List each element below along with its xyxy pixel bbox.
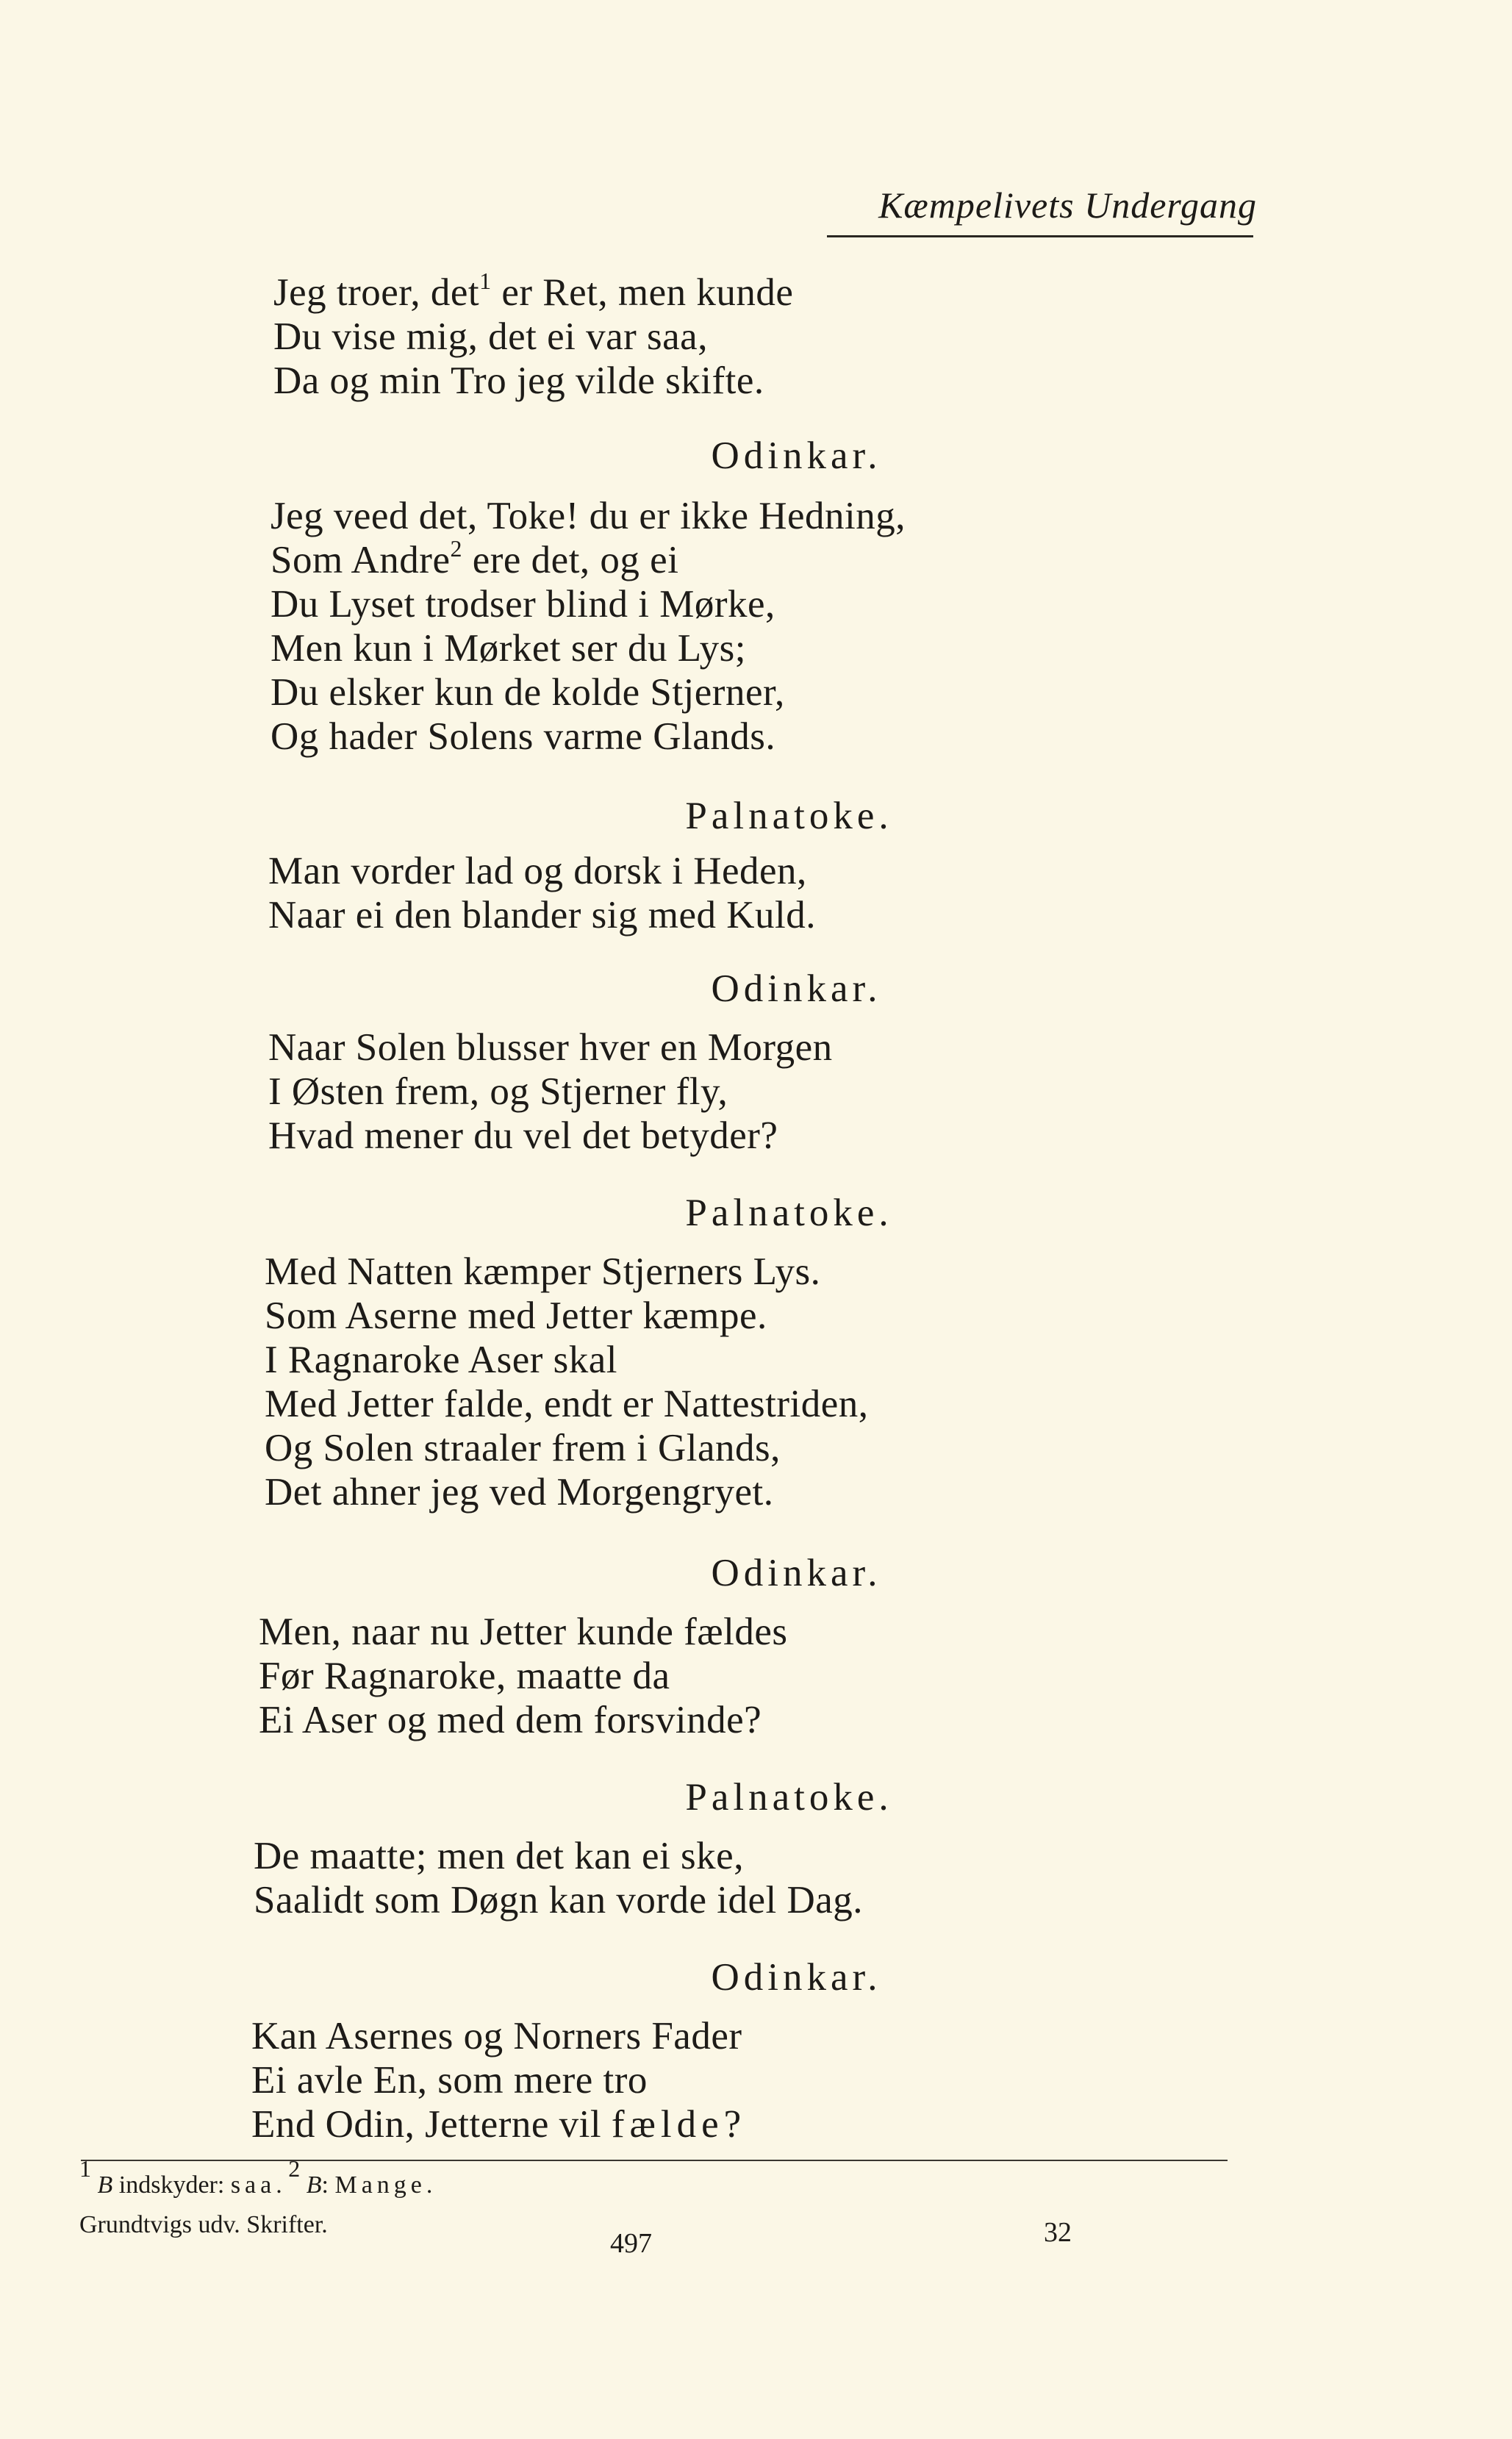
line-text: Odinkar. <box>711 967 882 1010</box>
verse-line <box>265 1382 869 1426</box>
footnote-source-2: B <box>306 2171 322 2199</box>
verse-line <box>268 849 807 893</box>
verse-line <box>270 582 775 626</box>
verse-line <box>259 1654 670 1698</box>
line-text: I Ragnaroke Aser skal <box>265 1339 617 1381</box>
speaker-name <box>33 1191 1512 1235</box>
verse-line <box>270 535 679 582</box>
verse-line <box>254 1878 863 1922</box>
verse-line <box>268 1114 778 1158</box>
line-text: Jeg troer, det <box>273 271 480 314</box>
line-text: Da og min Tro jeg vilde skifte. <box>273 359 764 402</box>
line-text: Du vise mig, det ei var saa, <box>273 315 708 358</box>
verse-line <box>251 2102 742 2146</box>
verse-line <box>259 1698 762 1742</box>
line-text: Men kun i Mørket ser du Lys; <box>270 627 746 670</box>
footnote-word-2: Mange <box>334 2171 426 2199</box>
line-text: Med Jetter falde, endt er Nattestriden, <box>265 1383 869 1425</box>
line-text: Kan Asernes og Norners Fader <box>251 2015 742 2057</box>
line-text: Med Natten kæmper Stjerners Lys. <box>265 1250 821 1293</box>
verse-line <box>268 1070 728 1114</box>
line-text: Og hader Solens varme Glands. <box>270 715 776 758</box>
speaker-name <box>40 1955 1512 1999</box>
line-text: Men, naar nu Jetter kunde fældes <box>259 1611 788 1653</box>
speaker-name <box>33 794 1512 838</box>
header-rule <box>827 235 1253 237</box>
verse-line <box>270 494 906 538</box>
footnote-source-1: B <box>97 2171 113 2199</box>
footnote <box>79 2155 433 2202</box>
line-text: Før Ragnaroke, maatte da <box>259 1655 670 1697</box>
footnote-text-4: . <box>426 2171 433 2199</box>
line-text-rest: ere det, og ei <box>462 539 679 581</box>
line-text: Hvad mener du vel det betyder? <box>268 1114 778 1157</box>
line-text: Og Solen straaler frem i Glands, <box>265 1427 781 1469</box>
signature-mark: 32 <box>1044 2217 1072 2248</box>
line-text: De maatte; men det kan ei ske, <box>254 1835 744 1877</box>
verse-line <box>265 1338 617 1382</box>
running-head: Kæmpelivets Undergang <box>878 185 1257 226</box>
footnote-text-1: indskyder: <box>112 2171 231 2199</box>
line-text: Odinkar. <box>711 1956 882 1999</box>
line-text: Du elsker kun de kolde Stjerner, <box>270 671 785 714</box>
speaker-name <box>33 1775 1512 1819</box>
footnote-mark-1: 1 <box>79 2155 91 2182</box>
line-text: Man vorder lad og dorsk i Heden, <box>268 850 807 892</box>
verse-line <box>273 359 764 403</box>
line-text: Naar ei den blander sig med Kuld. <box>268 894 817 936</box>
verse-line <box>268 1025 833 1070</box>
line-text-rest: er Ret, men kunde <box>491 271 794 314</box>
line-text-rest: ? <box>723 2103 742 2146</box>
speaker-name <box>40 967 1512 1011</box>
line-text: Palnatoke. <box>685 795 893 837</box>
footnote-word-1: saa <box>230 2171 276 2199</box>
verse-line <box>265 1470 773 1514</box>
verse-line <box>265 1426 781 1470</box>
line-text: Palnatoke. <box>685 1192 893 1234</box>
verse-line <box>273 268 794 315</box>
verse-line <box>251 2014 742 2058</box>
footnote-mark-2: 2 <box>288 2155 301 2182</box>
footnote-text-2: . <box>276 2171 289 2199</box>
line-text: Ei Aser og med dem forsvinde? <box>259 1699 762 1741</box>
spaced-emphasis: fælde <box>611 2103 724 2146</box>
verse-line <box>270 714 775 759</box>
footnote-reference: 2 <box>450 535 462 562</box>
verse-line <box>270 670 785 714</box>
line-text: Odinkar. <box>711 1552 882 1594</box>
line-text: I Østen frem, og Stjerner fly, <box>268 1070 728 1113</box>
verse-line <box>265 1294 767 1338</box>
line-text: Som Andre <box>270 539 451 581</box>
verse-line <box>273 315 708 359</box>
line-text: End Odin, Jetterne vil <box>251 2103 612 2146</box>
line-text: Odinkar. <box>711 434 882 477</box>
verse-line <box>265 1250 820 1294</box>
footer-imprint: Grundtvigs udv. Skrifter. <box>79 2211 328 2238</box>
footnote-text-3: : <box>321 2171 335 2199</box>
line-text: Saalidt som Døgn kan vorde idel Dag. <box>254 1879 864 1922</box>
verse-line <box>254 1834 744 1878</box>
line-text: Palnatoke. <box>685 1776 893 1819</box>
footnote-reference: 1 <box>479 268 492 294</box>
speaker-name <box>40 1551 1512 1595</box>
line-text: Naar Solen blusser hver en Morgen <box>268 1026 833 1069</box>
line-text: Ei avle En, som mere tro <box>251 2059 648 2102</box>
line-text: Jeg veed det, Toke! du er ikke Hedning, <box>270 495 906 537</box>
line-text: Som Aserne med Jetter kæmpe. <box>265 1294 767 1337</box>
verse-line <box>270 626 746 670</box>
page-number: 497 <box>610 2228 652 2259</box>
verse-line <box>251 2058 648 2102</box>
speaker-name <box>40 434 1512 478</box>
verse-line <box>259 1610 788 1654</box>
line-text: Du Lyset trodser blind i Mørke, <box>270 583 775 626</box>
line-text: Det ahner jeg ved Morgengryet. <box>265 1471 774 1514</box>
verse-line <box>268 893 816 937</box>
footnote-rule <box>81 2160 1228 2161</box>
